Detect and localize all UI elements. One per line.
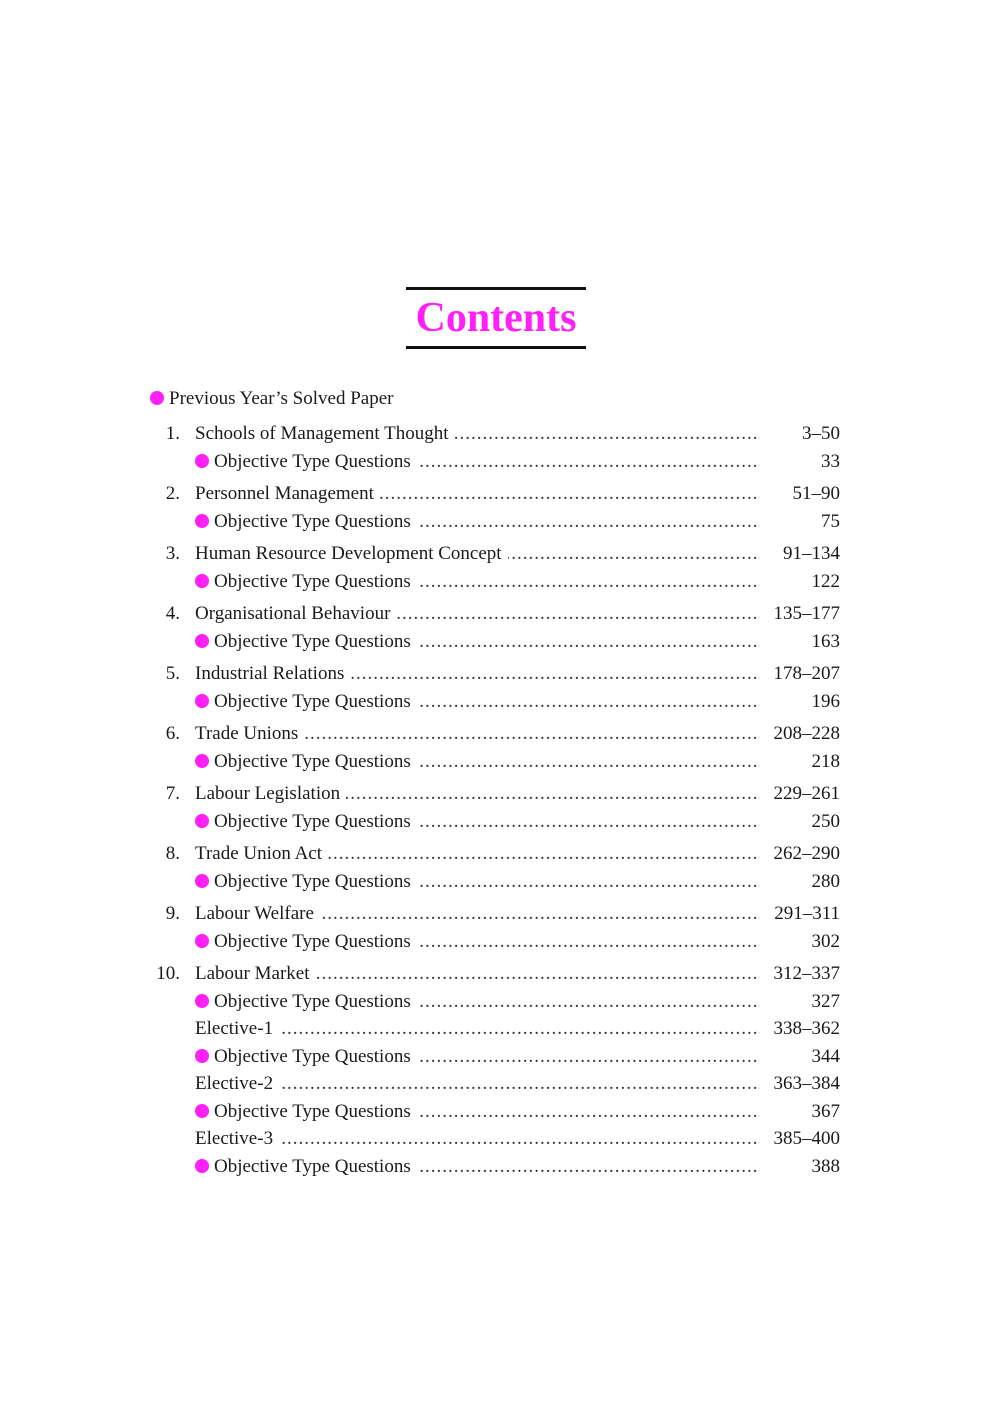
objective-questions-row[interactable] xyxy=(0,508,992,536)
objective-questions-label: Objective Type Questions xyxy=(214,870,411,892)
toc-entry-label-leader xyxy=(195,808,763,835)
chapter-number: 10. xyxy=(156,963,180,984)
page-number: 196 xyxy=(760,688,840,715)
page-number: 122 xyxy=(760,568,840,595)
chapter-title: Labour Legislation xyxy=(195,783,341,804)
toc-entry-label-leader xyxy=(195,900,763,927)
page-number: 385–400 xyxy=(760,1125,840,1152)
toc-entry-label-leader xyxy=(195,960,763,987)
elective-title: Elective-3 xyxy=(195,1128,274,1149)
magenta-dot-bullet-icon xyxy=(195,574,209,588)
objective-questions-row[interactable] xyxy=(0,868,992,896)
magenta-dot-bullet-icon xyxy=(195,634,209,648)
chapter-number: 7. xyxy=(165,783,180,804)
toc-entry-label-leader xyxy=(195,660,763,687)
magenta-dot-bullet-icon xyxy=(195,454,209,468)
page-number: 367 xyxy=(760,1098,840,1125)
page-title: Contents xyxy=(415,295,577,341)
chapter-row[interactable] xyxy=(0,840,992,868)
page-number: 327 xyxy=(760,988,840,1015)
objective-questions-row[interactable] xyxy=(0,448,992,476)
toc-entry-label-leader xyxy=(195,1125,763,1152)
magenta-dot-bullet-icon xyxy=(195,514,209,528)
toc-entry-label-leader xyxy=(195,1015,763,1042)
toc-entry-label-leader xyxy=(195,868,763,895)
chapter-number: 3. xyxy=(165,543,180,564)
objective-questions-row[interactable] xyxy=(0,1098,992,1126)
magenta-dot-bullet-icon xyxy=(195,994,209,1008)
chapter-number: 5. xyxy=(165,663,180,684)
objective-questions-label: Objective Type Questions xyxy=(214,450,411,472)
page-number: 363–384 xyxy=(760,1070,840,1097)
chapter-title: Industrial Relations xyxy=(195,663,345,684)
page-number: 338–362 xyxy=(760,1015,840,1042)
page-number: 135–177 xyxy=(760,600,840,627)
chapter-row[interactable] xyxy=(0,720,992,748)
page-number: 178–207 xyxy=(760,660,840,687)
solved-paper-entry[interactable] xyxy=(150,386,393,412)
objective-questions-label: Objective Type Questions xyxy=(214,930,411,952)
page-number: 262–290 xyxy=(760,840,840,867)
page-number: 302 xyxy=(760,928,840,955)
objective-questions-label: Objective Type Questions xyxy=(214,1045,411,1067)
page-number: 75 xyxy=(760,508,840,535)
magenta-dot-bullet-icon xyxy=(195,934,209,948)
magenta-dot-bullet-icon xyxy=(150,391,164,405)
magenta-dot-bullet-icon xyxy=(195,1049,209,1063)
page-number: 344 xyxy=(760,1043,840,1070)
toc-entry-label-leader xyxy=(195,1070,763,1097)
chapter-row[interactable] xyxy=(0,420,992,448)
objective-questions-row[interactable] xyxy=(0,568,992,596)
objective-questions-row[interactable] xyxy=(0,628,992,656)
objective-questions-label: Objective Type Questions xyxy=(214,690,411,712)
elective-row[interactable] xyxy=(0,1070,992,1098)
chapter-row[interactable] xyxy=(0,660,992,688)
chapter-title: Trade Unions xyxy=(195,723,299,744)
objective-questions-row[interactable] xyxy=(0,988,992,1016)
toc-entry-label-leader xyxy=(195,1153,763,1180)
chapter-row[interactable] xyxy=(0,900,992,928)
chapter-number: 1. xyxy=(165,423,180,444)
chapter-number: 4. xyxy=(165,603,180,624)
elective-row[interactable] xyxy=(0,1015,992,1043)
chapter-title: Trade Union Act xyxy=(195,843,323,864)
toc-entry-label-leader xyxy=(195,780,763,807)
magenta-dot-bullet-icon xyxy=(195,1159,209,1173)
page-number: 208–228 xyxy=(760,720,840,747)
objective-questions-row[interactable] xyxy=(0,1153,992,1181)
toc-entry-label-leader xyxy=(195,600,763,627)
chapter-number: 2. xyxy=(165,483,180,504)
page-number: 280 xyxy=(760,868,840,895)
objective-questions-label: Objective Type Questions xyxy=(214,750,411,772)
magenta-dot-bullet-icon xyxy=(195,694,209,708)
page-number: 388 xyxy=(760,1153,840,1180)
objective-questions-label: Objective Type Questions xyxy=(214,810,411,832)
toc-entry-label-leader xyxy=(195,540,763,567)
chapter-title: Labour Market xyxy=(195,963,310,984)
objective-questions-label: Objective Type Questions xyxy=(214,570,411,592)
chapter-row[interactable] xyxy=(0,540,992,568)
toc-entry-label-leader xyxy=(195,928,763,955)
chapter-title: Organisational Behaviour xyxy=(195,603,391,624)
magenta-dot-bullet-icon xyxy=(195,754,209,768)
chapter-number: 9. xyxy=(165,903,180,924)
objective-questions-row[interactable] xyxy=(0,808,992,836)
page-number: 312–337 xyxy=(760,960,840,987)
toc-entry-label-leader xyxy=(195,628,763,655)
magenta-dot-bullet-icon xyxy=(195,874,209,888)
objective-questions-label: Objective Type Questions xyxy=(214,510,411,532)
magenta-dot-bullet-icon xyxy=(195,814,209,828)
solved-paper-label: Previous Year’s Solved Paper xyxy=(169,388,394,409)
objective-questions-row[interactable] xyxy=(0,1043,992,1071)
toc-entry-label-leader xyxy=(195,988,763,1015)
objective-questions-label: Objective Type Questions xyxy=(214,990,411,1012)
page-number: 229–261 xyxy=(760,780,840,807)
page-number: 218 xyxy=(760,748,840,775)
objective-questions-row[interactable] xyxy=(0,928,992,956)
page-number: 3–50 xyxy=(760,420,840,447)
toc-entry-label-leader xyxy=(195,840,763,867)
objective-questions-label: Objective Type Questions xyxy=(214,1155,411,1177)
chapter-row[interactable] xyxy=(0,960,992,988)
toc-entry-label-leader xyxy=(195,480,763,507)
page-number: 51–90 xyxy=(760,480,840,507)
chapter-number: 8. xyxy=(165,843,180,864)
objective-questions-label: Objective Type Questions xyxy=(214,630,411,652)
chapter-row[interactable] xyxy=(0,780,992,808)
elective-title: Elective-1 xyxy=(195,1018,274,1039)
chapter-title: Personnel Management xyxy=(195,483,374,504)
page-number: 250 xyxy=(760,808,840,835)
chapter-title: Schools of Management Thought xyxy=(195,423,449,444)
toc-entry-label-leader xyxy=(195,720,763,747)
objective-questions-row[interactable] xyxy=(0,688,992,716)
contents-heading-block xyxy=(406,287,586,349)
toc-entry-label-leader xyxy=(195,508,763,535)
magenta-dot-bullet-icon xyxy=(195,1104,209,1118)
toc-entry-label-leader xyxy=(195,748,763,775)
toc-entry-label-leader xyxy=(195,420,763,447)
page-number: 91–134 xyxy=(760,540,840,567)
toc-entry-label-leader xyxy=(195,1043,763,1070)
toc-entry-label-leader xyxy=(195,688,763,715)
elective-row[interactable] xyxy=(0,1125,992,1153)
toc-entry-label-leader xyxy=(195,1098,763,1125)
page-number: 291–311 xyxy=(760,900,840,927)
objective-questions-row[interactable] xyxy=(0,748,992,776)
chapter-title: Human Resource Development Concept xyxy=(195,543,502,564)
toc-entry-label-leader xyxy=(195,448,763,475)
page-number: 163 xyxy=(760,628,840,655)
chapter-number: 6. xyxy=(165,723,180,744)
chapter-row[interactable] xyxy=(0,480,992,508)
chapter-row[interactable] xyxy=(0,600,992,628)
table-of-contents xyxy=(0,420,992,1180)
page-number: 33 xyxy=(760,448,840,475)
objective-questions-label: Objective Type Questions xyxy=(214,1100,411,1122)
toc-entry-label-leader xyxy=(195,568,763,595)
elective-title: Elective-2 xyxy=(195,1073,274,1094)
chapter-title: Labour Welfare xyxy=(195,903,314,924)
